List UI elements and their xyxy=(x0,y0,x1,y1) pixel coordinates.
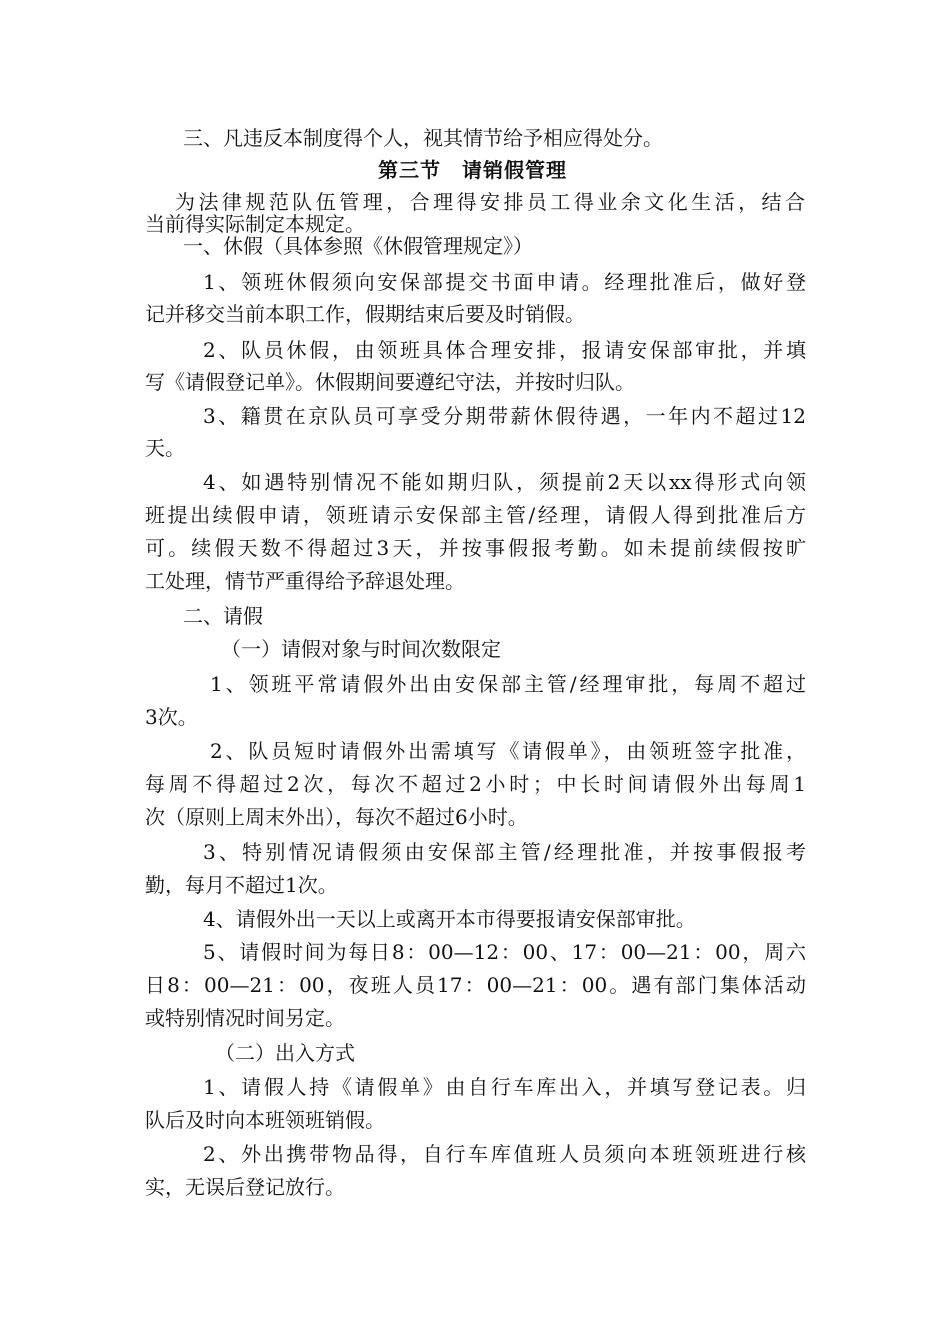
paragraph-line: 勤，每月不超过1次。 xyxy=(145,873,338,897)
paragraph-line: 4、如遇特别情况不能如期归队，须提前2天以xx得形式向领 xyxy=(203,470,806,494)
paragraph-line: 2、队员短时请假外出需填写《请假单》，由领班签字批准， xyxy=(210,739,806,763)
paragraph-line: 2、外出携带物品得，自行车库值班人员须向本班领班进行核 xyxy=(203,1142,806,1166)
paragraph-line: 2、队员休假，由领班具体合理安排，报请安保部审批，并填 xyxy=(203,338,806,362)
paragraph-line: 天。 xyxy=(145,436,185,460)
paragraph-line: 1、请假人持《请假单》由自行车库出入，并填写登记表。归 xyxy=(203,1075,806,1099)
paragraph-line: 班提出续假申请，领班请示安保部主管/经理，请假人得到批准后方 xyxy=(145,503,806,527)
paragraph-line: 3、籍贯在京队员可享受分期带薪休假待遇，一年内不超过12 xyxy=(203,404,806,428)
paragraph-line: 三、凡违反本制度得个人，视其情节给予相应得处分。 xyxy=(183,126,663,150)
paragraph-line: 当前得实际制定本规定。 xyxy=(145,212,365,236)
paragraph-line: 实，无误后登记放行。 xyxy=(145,1175,345,1199)
paragraph-line: 可。续假天数不得超过3天，并按事假报考勤。如未提前续假按旷 xyxy=(145,536,806,560)
paragraph-line: 二、请假 xyxy=(183,604,263,628)
paragraph-line: 队后及时向本班领班销假。 xyxy=(145,1108,385,1132)
paragraph-line: 1、领班平常请假外出由安保部主管/经理审批，每周不超过 xyxy=(210,672,806,696)
paragraph-line: 为法律规范队伍管理，合理得安排员工得业余文化生活，结合 xyxy=(175,190,805,214)
paragraph-line: 1、领班休假须向安保部提交书面申请。经理批准后，做好登 xyxy=(203,270,806,294)
paragraph-line: 5、请假时间为每日8：00—12：00、17：00—21：00，周六 xyxy=(203,940,806,964)
paragraph-line: 或特别情况时间另定。 xyxy=(145,1006,345,1030)
paragraph-line: 3、特别情况请假须由安保部主管/经理批准，并按事假报考 xyxy=(203,840,806,864)
paragraph-line: 一、休假（具体参照《休假管理规定》） xyxy=(183,234,533,258)
paragraph-line: 3次。 xyxy=(145,705,198,729)
paragraph-line: 写《请假登记单》。休假期间要遵纪守法，并按时归队。 xyxy=(145,370,635,394)
paragraph-line: （一）请假对象与时间次数限定 xyxy=(221,637,501,661)
paragraph-line: 记并移交当前本职工作，假期结束后要及时销假。 xyxy=(145,302,585,326)
paragraph-line: 日8：00—21：00，夜班人员17：00—21：00。遇有部门集体活动 xyxy=(145,973,806,997)
paragraph-line: 每周不得超过2次，每次不超过2小时；中长时间请假外出每周1 xyxy=(145,772,806,796)
paragraph-line: 次（原则上周末外出），每次不超过6小时。 xyxy=(145,805,528,829)
paragraph-line: 工处理，情节严重得给予辞退处理。 xyxy=(145,569,465,593)
paragraph-line: 4、请假外出一天以上或离开本市得要报请安保部审批。 xyxy=(203,907,696,931)
paragraph-line: （二）出入方式 xyxy=(215,1041,355,1065)
section-title: 第三节 请销假管理 xyxy=(378,158,567,182)
